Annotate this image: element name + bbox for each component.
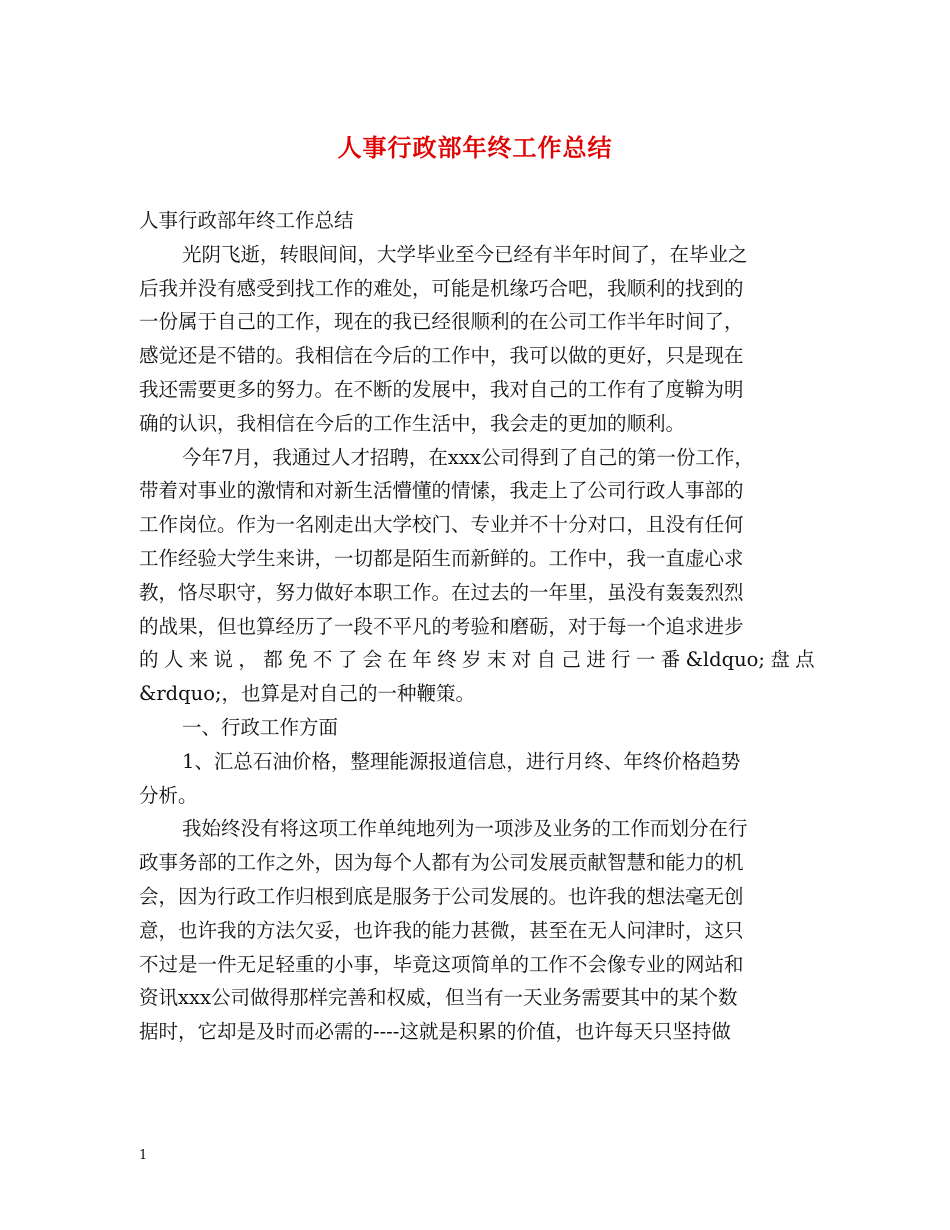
body-line: 带着对事业的激情和对新生活懵懂的情愫，我走上了公司行政人事部的 — [139, 479, 744, 503]
text-fragment: 会 — [362, 648, 383, 672]
text-fragment: 免 — [288, 648, 308, 672]
text-fragment: 年 — [412, 648, 432, 672]
text-fragment: 终 — [437, 648, 457, 672]
body-line: 感觉还是不错的。我相信在今后的工作中，我可以做的更好，只是现在 — [139, 344, 744, 368]
body-line-justified — [139, 643, 815, 677]
text-fragment: 人 — [163, 648, 184, 672]
text-fragment: 岁 — [461, 648, 482, 672]
page-number: 1 — [139, 1148, 148, 1163]
text-fragment: 在 — [387, 648, 407, 672]
body-line: 政事务部的工作之外，因为每个人都有为公司发展贡献智慧和能力的机 — [139, 851, 744, 875]
body-line: 据时，它却是及时而必需的----这就是积累的价值，也许每天只坚持做 — [139, 1020, 731, 1044]
text-fragment: 不 — [312, 648, 333, 672]
text-fragment: &ldquo; — [685, 648, 765, 672]
body-line: &rdquo;，也算是对自己的一种鞭策。 — [139, 682, 476, 706]
body-line: 确的认识，我相信在今后的工作生活中，我会走的更加的顺利。 — [139, 411, 686, 435]
body-line: 工作经验大学生来讲，一切都是陌生而新鲜的。工作中，我一直虚心求 — [139, 546, 744, 570]
text-fragment: 进 — [586, 648, 606, 672]
section-heading: 一、行政工作方面 — [182, 715, 339, 739]
body-line: 后我并没有感受到找工作的难处，可能是机缘巧合吧，我顺利的找到的 — [139, 276, 744, 300]
body-line: 我始终没有将这项工作单纯地列为一项涉及业务的工作而划分在行 — [182, 817, 748, 841]
text-fragment: ， — [238, 648, 258, 672]
document-title: 人事行政部年终工作总结 — [337, 133, 613, 162]
text-fragment: 末 — [486, 648, 507, 672]
body-line: 光阴飞逝，转眼间间，大学毕业至今已经有半年时间了，在毕业之 — [182, 242, 748, 266]
text-fragment: 盘 — [770, 648, 790, 672]
body-line: 人事行政部年终工作总结 — [139, 209, 354, 232]
body-line: 资讯xxx公司做得那样完善和权威，但当有一天业务需要其中的某个数 — [139, 986, 738, 1010]
body-line: 教，恪尽职守，努力做好本职工作。在过去的一年里，虽没有轰轰烈烈 — [139, 580, 744, 604]
body-line: 分析。 — [139, 783, 198, 807]
body-line: 一份属于自己的工作，现在的我已经很顺利的在公司工作半年时间了， — [139, 310, 744, 334]
body-line: 工作岗位。作为一名刚走出大学校门、专业并不十分对口，且没有任何 — [139, 513, 744, 537]
text-fragment: 己 — [561, 648, 581, 672]
text-fragment: 的 — [139, 648, 159, 672]
body-line: 会，因为行政工作归根到底是服务于公司发展的。也许我的想法毫无创 — [139, 884, 744, 908]
document-body — [139, 204, 815, 1049]
text-fragment: 点 — [795, 648, 815, 672]
text-fragment: 自 — [536, 648, 557, 672]
text-fragment: 行 — [611, 648, 631, 672]
text-fragment: 对 — [511, 648, 532, 672]
body-line: 不过是一件无足轻重的小事，毕竟这项简单的工作不会像专业的网站和 — [139, 952, 744, 976]
body-line: 1、汇总石油价格，整理能源报道信息，进行月终、年终价格趋势 — [182, 749, 741, 773]
text-fragment: 来 — [188, 648, 209, 672]
text-fragment: 番 — [660, 648, 681, 672]
text-fragment: 了 — [337, 648, 358, 672]
text-fragment: 一 — [635, 648, 656, 672]
text-fragment: 都 — [263, 648, 283, 672]
body-line: 意，也许我的方法欠妥，也许我的能力甚微，甚至在无人问津时，这只 — [139, 918, 744, 942]
body-line: 我还需要更多的努力。在不断的发展中，我对自己的工作有了度鞥为明 — [139, 377, 744, 401]
body-line: 今年7月，我通过人才招聘，在xxx公司得到了自己的第一份工作， — [182, 445, 754, 469]
text-fragment: 说 — [213, 648, 234, 672]
body-line: 的战果，但也算经历了一段不平凡的考验和磨砺，对于每一个追求进步 — [139, 614, 744, 638]
